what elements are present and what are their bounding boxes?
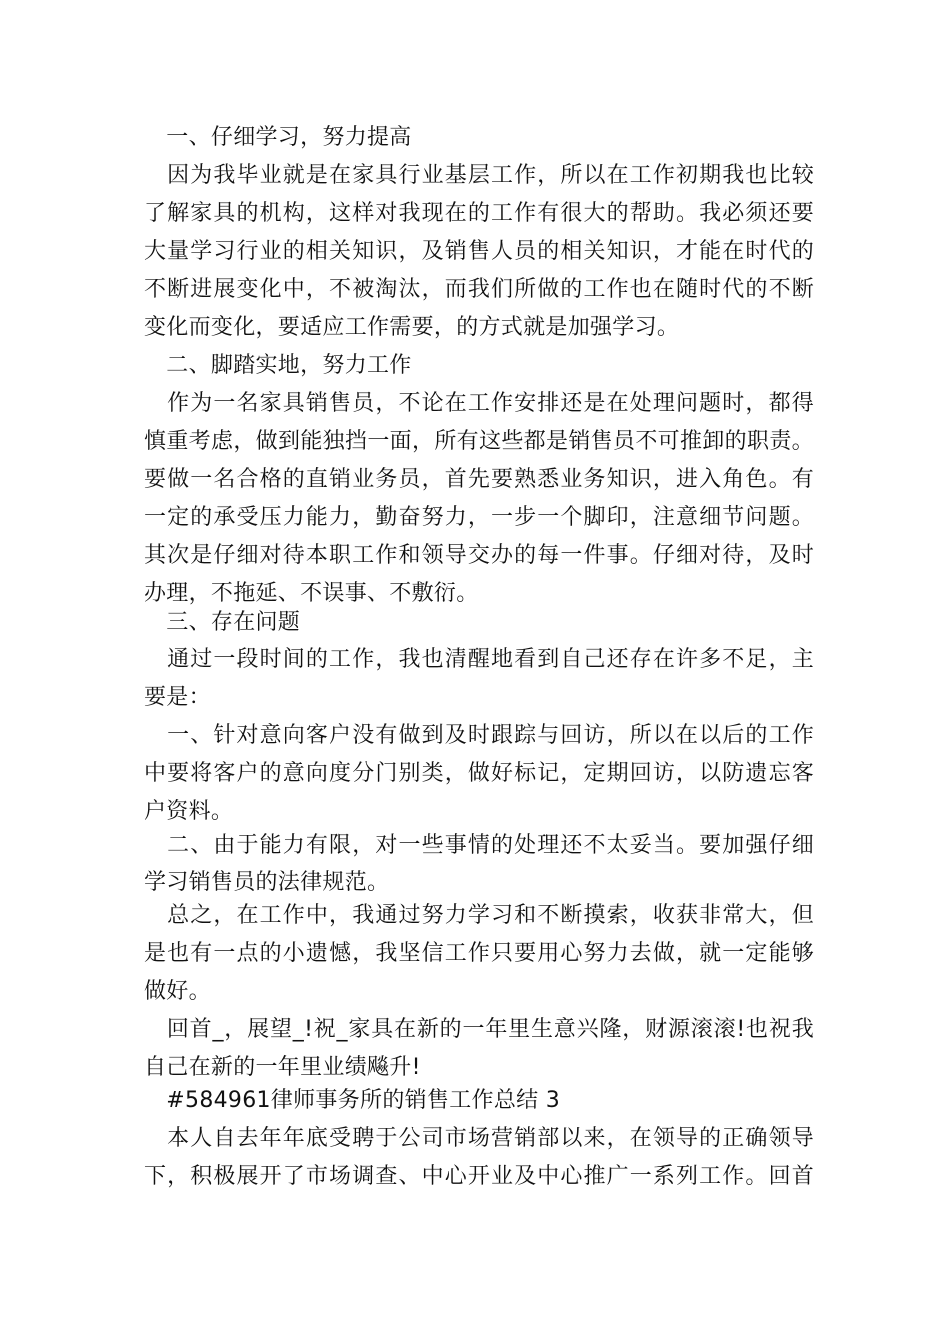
text-line: 自己在新的一年里业绩飚升! [144,1055,421,1080]
text-line: 总之，在工作中，我通过努力学习和不断摸索，收获非常大，但 [144,903,814,928]
text-line: 做好。 [144,979,211,1004]
text-line: 户资料。 [144,799,234,824]
text-line: 回首_，展望_!祝_家具在新的一年里生意兴隆，财源滚滚!也祝我 [144,1017,814,1042]
text-line: 要做一名合格的直销业务员，首先要熟悉业务知识，进入角色。有 [144,467,814,492]
text-line: 作为一名家具销售员，不论在工作安排还是在处理问题时，都得 [144,391,814,416]
heading-1: 一、仔细学习，努力提高 [144,125,412,150]
text-line: 不断进展变化中，不被淘汰，而我们所做的工作也在随时代的不断 [144,277,814,302]
section-title: #584961律师事务所的销售工作总结 3 [144,1088,561,1113]
text-line: 本人自去年年底受聘于公司市场营销部以来，在领导的正确领导 [144,1126,814,1151]
text-line: 二、由于能力有限，对一些事情的处理还不太妥当。要加强仔细 [144,833,814,858]
heading-2: 二、脚踏实地，努力工作 [144,353,412,378]
text-line: 一定的承受压力能力，勤奋努力，一步一个脚印，注意细节问题。 [144,505,814,530]
text-line: 要是： [144,685,211,710]
text-line: 大量学习行业的相关知识，及销售人员的相关知识，才能在时代的 [144,239,814,264]
text-line: 中要将客户的意向度分门别类，做好标记，定期回访，以防遗忘客 [144,761,814,786]
text-line: 是也有一点的小遗憾，我坚信工作只要用心努力去做，就一定能够 [144,941,814,966]
text-line: 了解家具的机构，这样对我现在的工作有很大的帮助。我必须还要 [144,201,814,226]
text-line: 学习销售员的法律规范。 [144,870,390,895]
text-line: 慎重考虑，做到能独挡一面，所有这些都是销售员不可推卸的职责。 [144,429,814,454]
text-line: 其次是仔细对待本职工作和领导交办的每一件事。仔细对待，及时 [144,543,814,568]
text-line: 变化而变化，要适应工作需要，的方式就是加强学习。 [144,315,680,340]
text-line: 下，积极展开了市场调查、中心开业及中心推广一系列工作。回首 [144,1164,814,1189]
text-line: 一、针对意向客户没有做到及时跟踪与回访，所以在以后的工作 [144,723,814,748]
heading-3: 三、存在问题 [144,610,301,635]
text-line: 办理，不拖延、不误事、不敷衍。 [144,581,479,606]
text-line: 因为我毕业就是在家具行业基层工作，所以在工作初期我也比较 [144,163,814,188]
text-line: 通过一段时间的工作，我也清醒地看到自己还存在许多不足，主 [144,647,814,672]
